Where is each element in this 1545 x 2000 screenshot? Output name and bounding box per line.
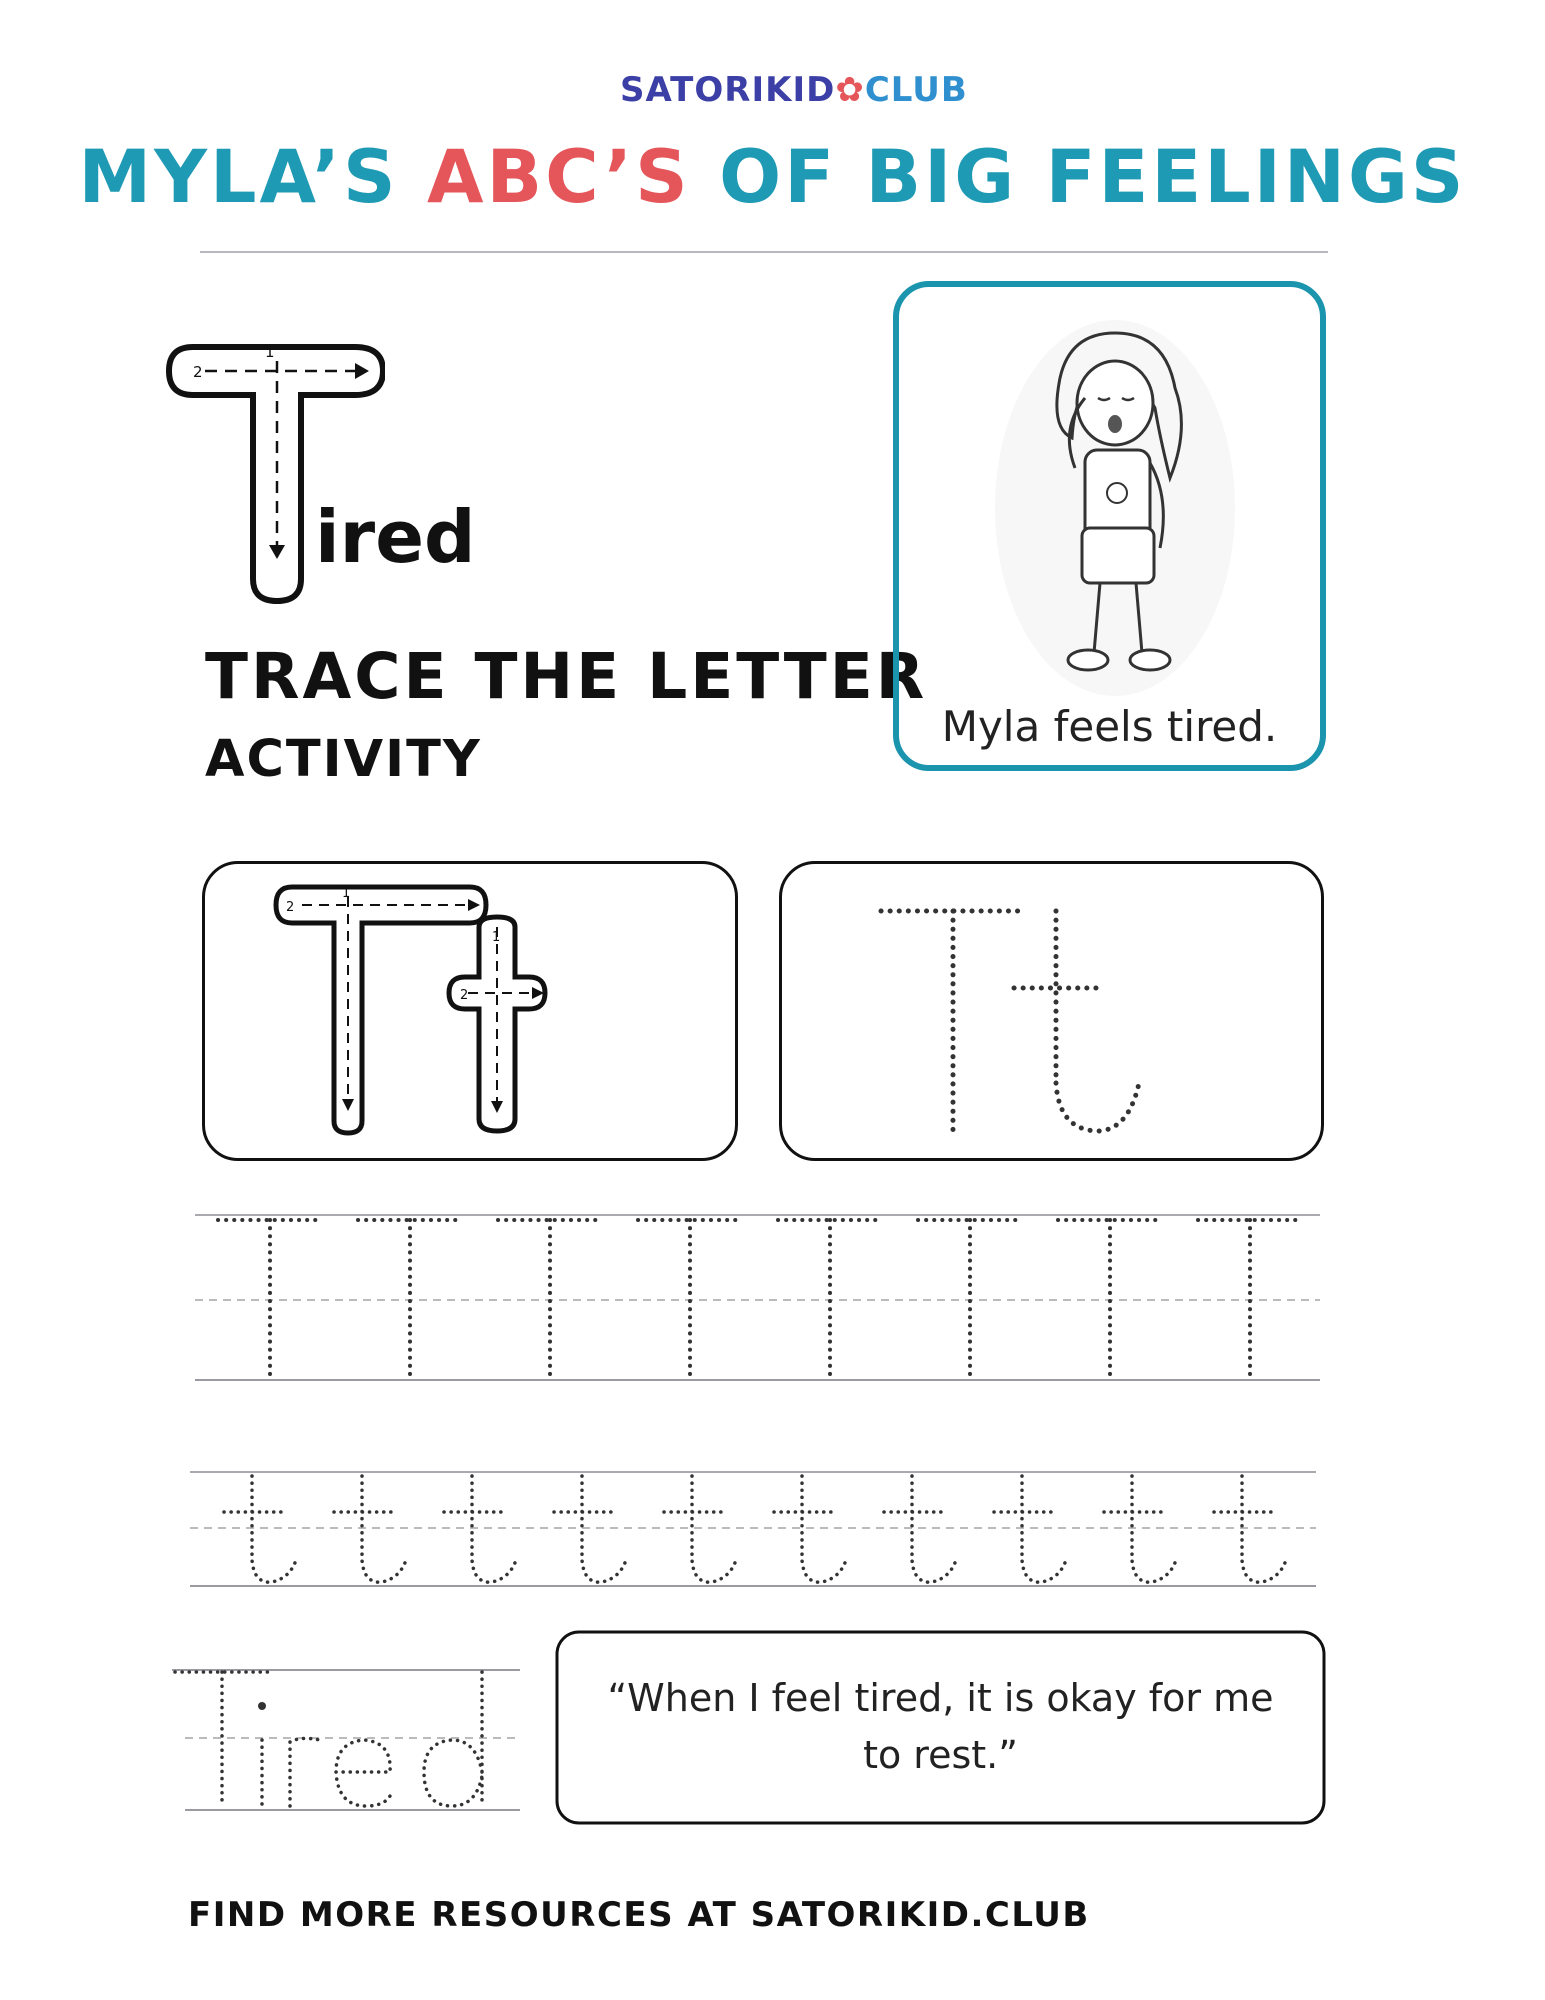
title-accent: ABC’S [427, 135, 691, 220]
svg-text:2: 2 [286, 900, 295, 915]
logo-flower-icon: ✿ [835, 70, 865, 110]
svg-text:1: 1 [492, 930, 501, 945]
footer-resources-text: FIND MORE RESOURCES AT SATORIKID.CLUB [188, 1895, 1090, 1935]
svg-text:1: 1 [342, 886, 351, 901]
picture-caption: Myla feels tired. [941, 702, 1278, 751]
logo-text-kid: KID [765, 70, 836, 110]
title-part-2: OF BIG FEELINGS [690, 135, 1467, 220]
svg-text:2: 2 [193, 363, 203, 381]
logo-text-satori: SATORI [620, 70, 766, 110]
logo-text-club: CLUB [864, 70, 968, 110]
svg-text:1: 1 [265, 343, 275, 361]
activity-subheading: ACTIVITY [205, 730, 482, 789]
title-part-1: MYLA’S [78, 135, 428, 220]
feeling-word-rest: ired [315, 495, 476, 579]
affirmation-quote: “When I feel tired, it is okay for me to rest.” [607, 1676, 1274, 1777]
activity-heading: TRACE THE LETTER [205, 640, 928, 713]
svg-text:2: 2 [460, 988, 469, 1003]
